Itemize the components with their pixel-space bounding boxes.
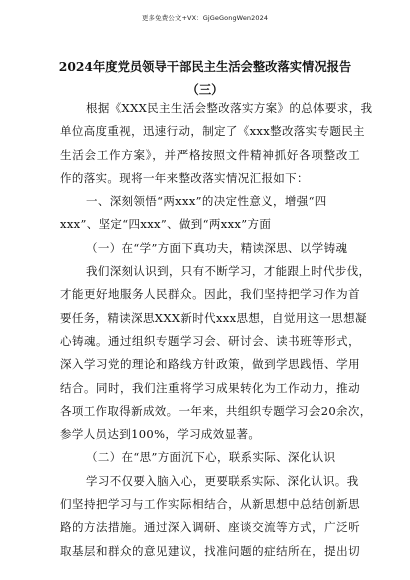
body-line: 我们深刻认识到，只有不断学习，才能跟上时代步伐，: [86, 264, 371, 279]
body-line: 心铸魂。通过组织专题学习会、研讨会、读书班等形式，: [60, 333, 360, 348]
section-heading-1: 一、深刻领悟“两xxx”的决定性意义，增强“四: [86, 194, 327, 209]
section-heading-1-cont: xxx”、坚定“四xxx”、做到“两xxx”方面: [60, 217, 272, 232]
body-line: 生活会工作方案》，并严格按照文件精神抓好各项整改工: [60, 147, 360, 162]
body-line: 们坚持把学习与工作实际相结合，从新思想中总结创新思: [60, 497, 360, 512]
header-note: 更多免费公文+VX：GjGeGongWen2024: [141, 14, 269, 22]
body-line: 才能更好地服务人民群众。因此，我们坚持把学习作为首: [60, 287, 360, 302]
body-line: 作的落实。现将一年来整改落实情况汇报如下：: [60, 170, 309, 185]
body-line: 学习不仅要入脑入心，更要联系实际、深化认识。我: [86, 473, 359, 488]
body-line: 各项工作取得新成效。一年来，共组织专题学习会20余次，: [60, 403, 372, 418]
subsection-heading-1: （一）在“学”方面下真功夫，精读深思、以学铸魂: [86, 240, 348, 255]
body-line: 单位高度重视，迅速行动，制定了《xxx整改落实专题民主: [60, 124, 365, 139]
document-title: 2024年度党员领导干部民主生活会整改落实情况报告: [58, 59, 352, 74]
body-line: 深入学习党的理论和路线方针政策，做到学思践悟、学用: [60, 357, 360, 372]
document-body: [60, 97, 373, 563]
subsection-heading-2: （二）在“思”方面沉下心，联系实际、深化认识: [86, 450, 336, 465]
body-line: 根据《XXX民主生活会整改落实方案》的总体要求，我: [86, 101, 373, 115]
body-line: 取基层和群众的意见建议，找准问题的症结所在，提出切: [60, 543, 360, 558]
body-line: 路的方法措施。通过深入调研、座谈交流等方式，广泛听: [60, 520, 360, 535]
body-line: 参学人员达到100%，学习成效显著。: [60, 427, 261, 442]
document-subtitle: （三）: [186, 82, 224, 97]
body-line: 要任务，精读深思XXX新时代xxx思想，自觉用这一思想凝: [60, 310, 367, 325]
body-line: 结合。同时，我们注重将学习成果转化为工作动力，推动: [60, 380, 360, 395]
